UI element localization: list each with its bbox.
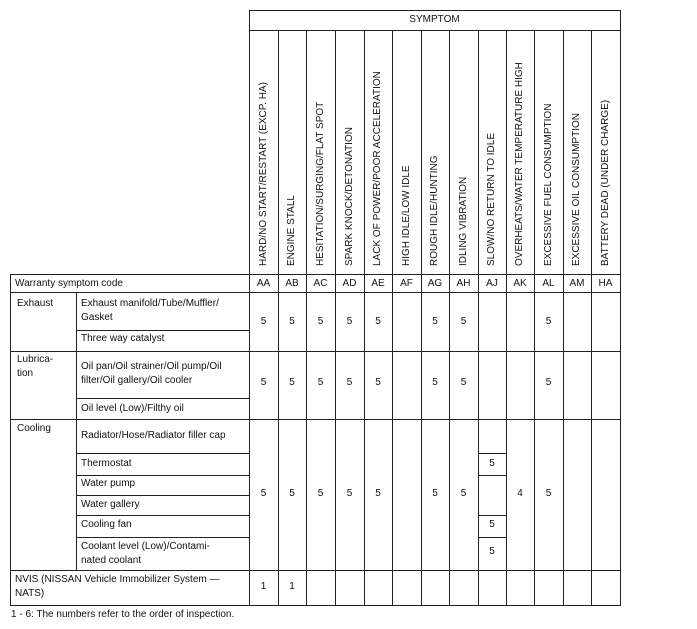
column-label: HIGH IDLE/LOW IDLE <box>400 165 412 266</box>
inspection-order-value: 5 <box>260 488 267 499</box>
inspection-order-value: 5 <box>375 488 381 499</box>
column-label: ROUGH IDLE/HUNTING <box>429 155 440 266</box>
item-radiator: Radiator/Hose/Radiator filler cap <box>81 430 226 441</box>
inspection-order-value: 5 <box>260 316 267 327</box>
inspection-order-value: 1 <box>260 581 267 592</box>
item-water-pump: Water pump <box>81 478 136 489</box>
cooling-bottom-line <box>10 570 621 571</box>
code-row-top-line <box>10 274 621 275</box>
column-label: EXCESSIVE FUEL CONSUMPTION <box>542 103 554 266</box>
column-divider <box>563 30 564 606</box>
symptom-code: AD <box>342 278 357 289</box>
cooling-item-divider <box>76 475 250 476</box>
column-label: EXCESSIVE OIL CONSUMPTION <box>571 113 582 266</box>
inspection-order-value: 5 <box>346 377 353 388</box>
footnote: 1 - 6: The numbers refer to the order of inspection. <box>11 609 235 620</box>
cooling-item-divider <box>76 515 250 516</box>
column-label: IDLING VIBRATION <box>457 176 469 266</box>
inspection-order-value: 5 <box>432 377 438 388</box>
lubrication-bottom-line <box>10 419 621 420</box>
item-exhaust-manifold: Exhaust manifold/Tube/Muffler/ <box>81 298 219 309</box>
aj-cell-line <box>478 475 507 476</box>
column-divider <box>620 10 621 606</box>
warranty-symptom-code-label: Warranty symptom code <box>15 278 123 289</box>
category-nvis: NVIS (NISSAN Vehicle Immobilizer System — <box>15 574 220 585</box>
inspection-order-value: 5 <box>545 316 552 327</box>
symptom-header: SYMPTOM <box>409 14 460 25</box>
table-left-edge <box>10 274 11 606</box>
symptom-code: AL <box>542 278 555 289</box>
inspection-order-value: 5 <box>432 316 438 327</box>
column-label: HARD/NO START/RESTART (EXCP. HA) <box>257 82 269 266</box>
inspection-order-value: 5 <box>489 519 495 530</box>
lubrication-item-divider <box>76 398 250 399</box>
symptom-code: AK <box>513 278 527 289</box>
item-thermostat: Thermostat <box>81 458 132 469</box>
column-divider <box>392 30 393 606</box>
item-cooling-fan: Cooling fan <box>81 519 132 530</box>
category-nvis: NATS) <box>15 588 45 599</box>
column-label: SPARK KNOCK/DETONATION <box>343 127 355 266</box>
symptom-code: AJ <box>486 278 498 289</box>
inspection-order-value: 5 <box>489 458 495 469</box>
column-label: BATTERY DEAD (UNDER CHARGE) <box>599 99 611 266</box>
inspection-order-value: 5 <box>317 377 324 388</box>
column-label: LACK OF POWER/POOR ACCELERATION <box>372 71 383 266</box>
column-label: HESITATION/SURGING/FLAT SPOT <box>314 101 326 266</box>
item-oil-pan: filter/Oil gallery/Oil cooler <box>81 375 193 386</box>
aj-cell-line <box>478 515 507 516</box>
symptom-top-line <box>249 10 621 11</box>
symptom-code: HA <box>598 278 613 289</box>
category-lubrication: Lubrica- <box>17 354 54 365</box>
category-exhaust: Exhaust <box>17 298 54 309</box>
table-bottom-line <box>10 605 621 606</box>
symptom-code: AM <box>569 278 585 289</box>
item-water-gallery: Water gallery <box>81 499 140 510</box>
item-three-way-catalyst: Three way catalyst <box>81 333 165 344</box>
cooling-item-divider <box>76 453 250 454</box>
header-divider <box>249 10 250 606</box>
inspection-order-value: 5 <box>289 316 295 327</box>
column-divider <box>506 30 507 606</box>
symptom-code: AF <box>400 278 413 289</box>
item-oil-pan: Oil pan/Oil strainer/Oil pump/Oil <box>81 361 222 372</box>
cooling-item-divider <box>76 495 250 496</box>
inspection-order-value: 5 <box>460 377 467 388</box>
inspection-order-value: 5 <box>432 488 438 499</box>
item-exhaust-manifold: Gasket <box>81 312 113 323</box>
inspection-order-value: 5 <box>317 316 324 327</box>
aj-cell-line <box>478 453 507 454</box>
symptom-code: AE <box>371 278 385 289</box>
inspection-order-value: 5 <box>460 316 467 327</box>
symptom-code: AA <box>256 278 271 289</box>
item-oil-level: Oil level (Low)/Filthy oil <box>81 403 184 414</box>
exhaust-item-divider <box>76 330 250 331</box>
item-coolant-level: nated coolant <box>81 555 142 566</box>
inspection-order-value: 5 <box>317 488 324 499</box>
column-label: OVERHEATS/WATER TEMPERATURE HIGH <box>514 62 525 266</box>
inspection-order-value: 1 <box>289 581 295 592</box>
inspection-order-value: 5 <box>545 488 552 499</box>
inspection-order-value: 4 <box>517 488 523 499</box>
symptom-code: AB <box>285 278 299 289</box>
exhaust-bottom-line <box>10 351 621 352</box>
symptom-bottom-line <box>249 30 621 31</box>
inspection-order-value: 5 <box>346 488 353 499</box>
column-divider <box>591 30 592 606</box>
inspection-order-value: 5 <box>460 488 467 499</box>
category-cooling: Cooling <box>17 423 51 434</box>
inspection-order-value: 5 <box>545 377 552 388</box>
cooling-item-divider <box>76 537 250 538</box>
inspection-order-value: 5 <box>260 377 267 388</box>
aj-cell-line <box>478 537 507 538</box>
inspection-order-value: 5 <box>289 488 295 499</box>
category-lubrication: tion <box>17 368 34 379</box>
symptom-code: AH <box>456 278 471 289</box>
inspection-order-value: 5 <box>289 377 295 388</box>
symptom-code: AG <box>427 278 443 289</box>
column-label: SLOW/NO RETURN TO IDLE <box>486 133 497 266</box>
symptom-code: AC <box>313 278 328 289</box>
code-row-bottom-line <box>10 292 621 293</box>
category-divider <box>76 292 77 571</box>
inspection-order-value: 5 <box>375 377 381 388</box>
inspection-order-value: 5 <box>489 546 495 557</box>
inspection-order-value: 5 <box>375 316 381 327</box>
inspection-order-value: 5 <box>346 316 353 327</box>
column-label: ENGINE STALL <box>286 195 297 266</box>
item-coolant-level: Coolant level (Low)/Contami- <box>81 541 210 552</box>
